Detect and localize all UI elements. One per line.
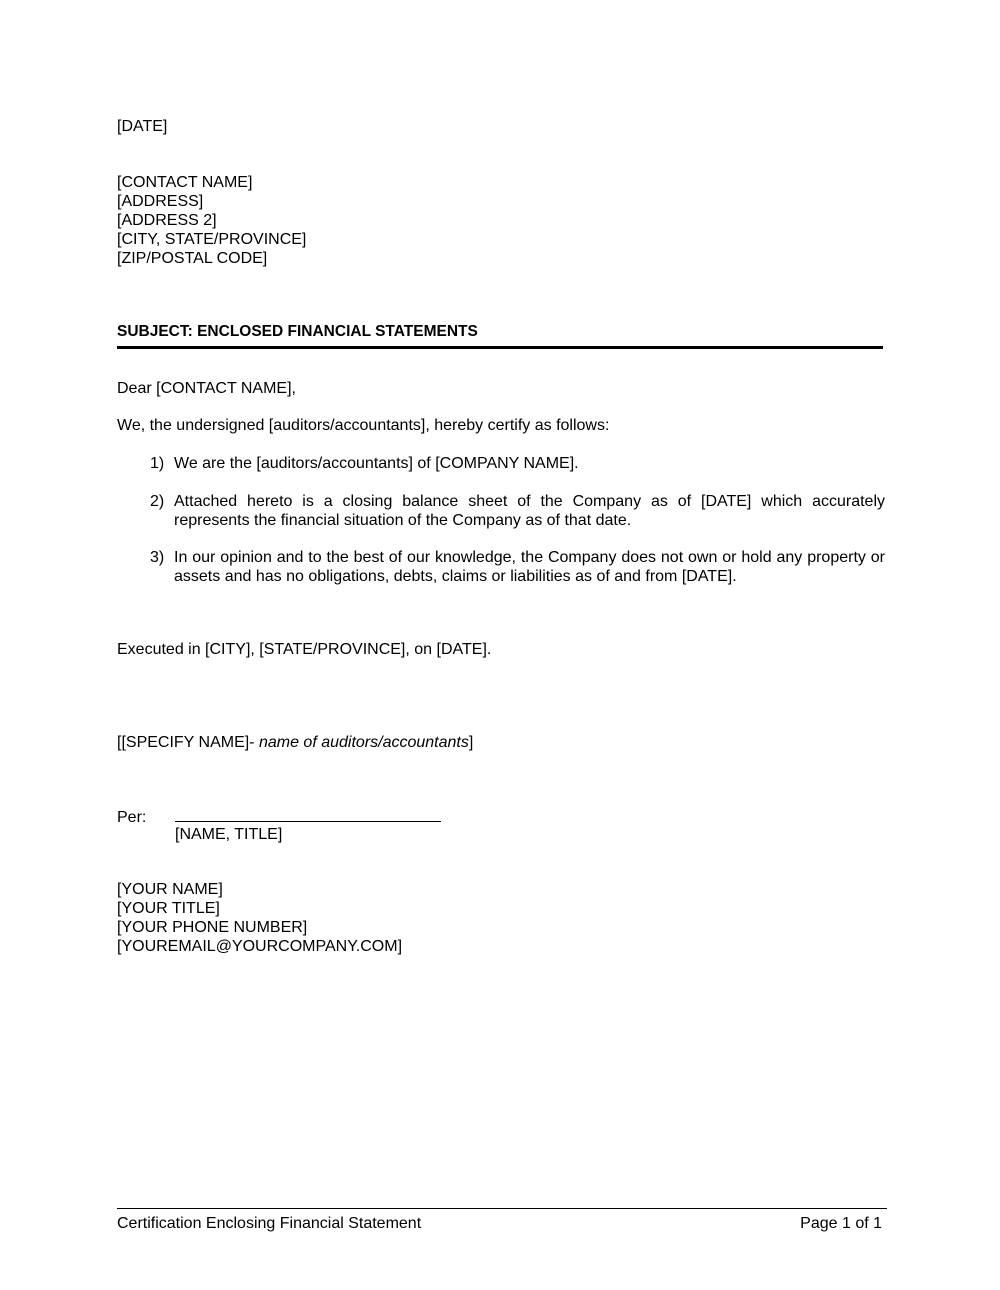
list-item [150, 492, 885, 530]
list-item [150, 454, 885, 473]
list-item-text: We are the [auditors/accountants] of [COMPANY NAME]. [174, 455, 579, 472]
recipient-contact-name: [CONTACT NAME] [117, 174, 253, 191]
sender-phone: [YOUR PHONE NUMBER] [117, 919, 308, 936]
list-item-text: Attached hereto is a closing balance sheet of the Company as of [DATE] which accurately represents the financial situation of the Company as of that date. [174, 493, 885, 529]
recipient-city-state: [CITY, STATE/PROVINCE] [117, 231, 307, 248]
subject-divider [117, 346, 883, 349]
recipient-address-block [117, 173, 306, 268]
subject-line: SUBJECT: ENCLOSED FINANCIAL STATEMENTS [117, 323, 478, 340]
executed-statement: Executed in [CITY], [STATE/PROVINCE], on [DATE]. [117, 641, 492, 658]
list-item-number: 3) [150, 549, 165, 566]
sender-name: [YOUR NAME] [117, 881, 223, 898]
specify-prefix: [[SPECIFY NAME]- [117, 734, 259, 751]
list-item-number: 2) [150, 493, 165, 510]
signature-line [175, 821, 441, 822]
sender-block [117, 880, 402, 956]
letter-date: [DATE] [117, 118, 168, 135]
footer-document-title: Certification Enclosing Financial Statement [117, 1215, 422, 1232]
salutation: Dear [CONTACT NAME], [117, 380, 296, 397]
specify-suffix: ] [468, 734, 474, 751]
specify-name-line [117, 733, 473, 752]
per-label: Per: [117, 809, 147, 826]
recipient-address: [ADDRESS] [117, 193, 204, 210]
list-item-number: 1) [150, 455, 165, 472]
sender-email: [YOUREMAIL@YOURCOMPANY.COM] [117, 938, 403, 955]
recipient-address-2: [ADDRESS 2] [117, 212, 217, 229]
list-item-text: In our opinion and to the best of our knowledge, the Company does not own or hold any property or assets and has no obligations, debts, claims or liabilities as of and from [DATE]. [174, 549, 885, 585]
sender-title: [YOUR TITLE] [117, 900, 220, 917]
footer-divider [117, 1208, 887, 1209]
list-item [150, 548, 885, 586]
specify-italic: name of auditors/accountants [258, 734, 469, 751]
signature-name-title: [NAME, TITLE] [175, 826, 283, 843]
intro-paragraph: We, the undersigned [auditors/accountants], hereby certify as follows: [117, 417, 610, 434]
footer-page-number: Page 1 of 1 [800, 1215, 882, 1232]
recipient-zip: [ZIP/POSTAL CODE] [117, 250, 268, 267]
